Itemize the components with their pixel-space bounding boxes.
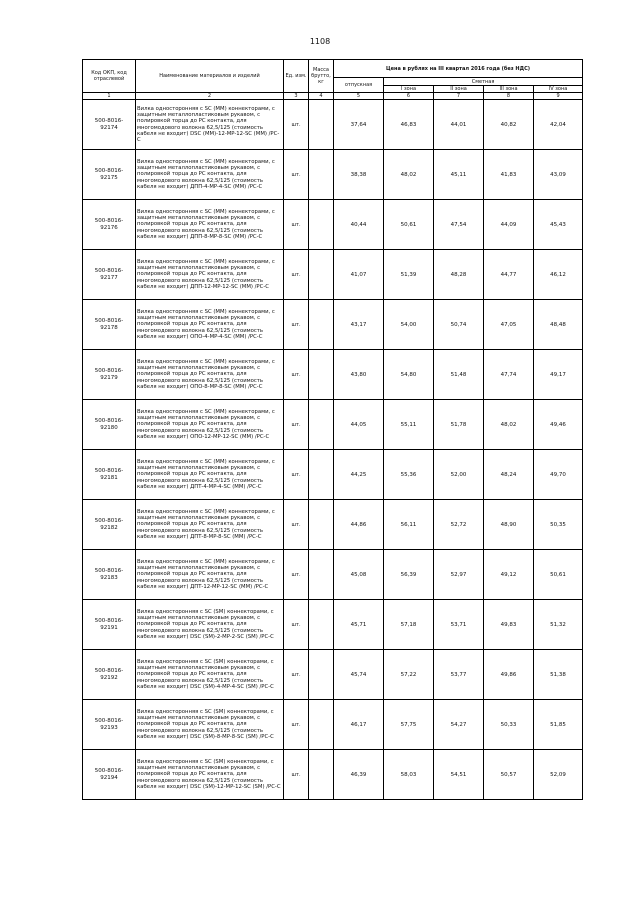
- item-name: Вилка односторонняя с SC (MM) коннекторами, с защитным металлопластиковым рукавом, с полировкой торца до PC контакта, для многомодового волокна 62,5/125 (стоимость кабеля не входит) ДПТ-4-MP-4-SC (MM) /PC-C: [136, 450, 284, 500]
- header-name: Наименование материалов и изделий: [136, 60, 284, 93]
- price-zone-4: 51,38: [534, 650, 583, 700]
- price-zone-3: 48,24: [484, 450, 534, 500]
- item-mass: [309, 500, 334, 550]
- item-unit: шт.: [284, 350, 309, 400]
- table-header: [83, 60, 583, 100]
- item-code: [83, 100, 136, 150]
- price-otpusknaya: 43,80: [334, 350, 384, 400]
- item-name: Вилка односторонняя с SC (MM) коннекторами, с защитным металлопластиковым рукавом, с полировкой торца до PC контакта, для многомодового волокна 62,5/125 (стоимость кабеля не входит) ДПТ-8-MP-8-SC (MM) /PC-C: [136, 500, 284, 550]
- price-zone-2: 51,78: [434, 400, 484, 450]
- column-number-row: [83, 93, 583, 100]
- price-otpusknaya: 45,74: [334, 650, 384, 700]
- item-code: [83, 200, 136, 250]
- price-zone-1: 58,03: [384, 750, 434, 800]
- item-code-prefix: 500-8016-: [94, 267, 124, 274]
- item-code-suffix: 92179: [100, 374, 118, 381]
- item-name: Вилка односторонняя с SC (MM) коннекторами, с защитным металлопластиковым рукавом, с полировкой торца до PC контакта, для многомодового волокна 62,5/125 (стоимость кабеля не входит) DSC (MM)-12-MP-12-SC (MM) /PC-C: [136, 100, 284, 150]
- price-zone-4: 51,85: [534, 700, 583, 750]
- item-name: Вилка односторонняя с SC (MM) коннекторами, с защитным металлопластиковым рукавом, с полировкой торца до PC контакта, для многомодового волокна 62,5/125 (стоимость кабеля не входит) ОПО-12-MP-12-SC (MM) /PC-C: [136, 400, 284, 450]
- item-mass: [309, 750, 334, 800]
- item-name: Вилка односторонняя с SC (MM) коннекторами, с защитным металлопластиковым рукавом, с полировкой торца до PC контакта, для многомодового волокна 62,5/125 (стоимость кабеля не входит) ДПП-12-MP-12-SC (MM) /PC-C: [136, 250, 284, 300]
- item-name: Вилка односторонняя с SC (SM) коннекторами, с защитным металлопластиковым рукавом, с полировкой торца до PC контакта, для многомодового волокна 62,5/125 (стоимость кабеля не входит) DSC (SM)-2-MP-2-SC (SM) /PC-C: [136, 600, 284, 650]
- item-mass: [309, 100, 334, 150]
- price-zone-2: 53,71: [434, 600, 484, 650]
- header-zone-2: II зона: [434, 86, 484, 93]
- price-zone-1: 57,22: [384, 650, 434, 700]
- price-zone-3: 48,90: [484, 500, 534, 550]
- column-number: 3: [284, 93, 309, 100]
- item-code-prefix: 500-8016-: [94, 417, 124, 424]
- header-unit: Ед. изм.: [284, 60, 309, 93]
- price-zone-3: 47,74: [484, 350, 534, 400]
- item-code-prefix: 500-8016-: [94, 117, 124, 124]
- item-code: [83, 400, 136, 450]
- price-zone-3: 49,83: [484, 600, 534, 650]
- item-code-suffix: 92175: [100, 174, 118, 181]
- header-zone-1: I зона: [384, 86, 434, 93]
- price-zone-4: 49,17: [534, 350, 583, 400]
- column-number: 5: [334, 93, 384, 100]
- item-name: Вилка односторонняя с SC (MM) коннекторами, с защитным металлопластиковым рукавом, с полировкой торца до PC контакта, для многомодового волокна 62,5/125 (стоимость кабеля не входит) ОПО-4-MP-4-SC (MM) /PC-C: [136, 300, 284, 350]
- price-zone-2: 52,72: [434, 500, 484, 550]
- item-code-suffix: 92174: [100, 124, 118, 131]
- column-number: 8: [484, 93, 534, 100]
- price-zone-2: 51,48: [434, 350, 484, 400]
- price-zone-2: 52,97: [434, 550, 484, 600]
- price-zone-4: 49,46: [534, 400, 583, 450]
- item-code: [83, 250, 136, 300]
- price-otpusknaya: 45,08: [334, 550, 384, 600]
- item-code-suffix: 92191: [100, 624, 118, 631]
- item-mass: [309, 450, 334, 500]
- item-mass: [309, 250, 334, 300]
- item-mass: [309, 700, 334, 750]
- header-zone-3: III зона: [484, 86, 534, 93]
- table-row: [83, 550, 583, 600]
- column-number: 7: [434, 93, 484, 100]
- price-zone-2: 53,77: [434, 650, 484, 700]
- item-code-suffix: 92182: [100, 524, 118, 531]
- table-row: [83, 750, 583, 800]
- item-unit: шт.: [284, 600, 309, 650]
- price-otpusknaya: 40,44: [334, 200, 384, 250]
- price-zone-4: 48,48: [534, 300, 583, 350]
- item-code-prefix: 500-8016-: [94, 617, 124, 624]
- price-zone-2: 54,51: [434, 750, 484, 800]
- price-zone-4: 50,61: [534, 550, 583, 600]
- price-otpusknaya: 44,86: [334, 500, 384, 550]
- column-number: 9: [534, 93, 583, 100]
- table-row: [83, 200, 583, 250]
- price-zone-1: 55,36: [384, 450, 434, 500]
- price-zone-1: 48,02: [384, 150, 434, 200]
- price-zone-3: 47,05: [484, 300, 534, 350]
- item-code-prefix: 500-8016-: [94, 367, 124, 374]
- price-zone-2: 50,74: [434, 300, 484, 350]
- table-row: [83, 700, 583, 750]
- price-zone-4: 42,04: [534, 100, 583, 150]
- item-code-suffix: 92176: [100, 224, 118, 231]
- item-code-prefix: 500-8016-: [94, 717, 124, 724]
- price-otpusknaya: 43,17: [334, 300, 384, 350]
- price-otpusknaya: 46,39: [334, 750, 384, 800]
- price-zone-2: 54,27: [434, 700, 484, 750]
- table-row: [83, 150, 583, 200]
- price-zone-2: 52,00: [434, 450, 484, 500]
- item-code: [83, 300, 136, 350]
- header-smetnaya: Сметная: [384, 78, 583, 86]
- item-mass: [309, 150, 334, 200]
- item-code: [83, 600, 136, 650]
- price-zone-1: 50,61: [384, 200, 434, 250]
- price-otpusknaya: 38,38: [334, 150, 384, 200]
- price-zone-1: 54,00: [384, 300, 434, 350]
- item-unit: шт.: [284, 700, 309, 750]
- price-zone-1: 54,80: [384, 350, 434, 400]
- item-name: Вилка односторонняя с SC (MM) коннекторами, с защитным металлопластиковым рукавом, с полировкой торца до PC контакта, для многомодового волокна 62,5/125 (стоимость кабеля не входит) ДПП-8-MP-8-SC (MM) /PC-C: [136, 200, 284, 250]
- price-zone-4: 49,70: [534, 450, 583, 500]
- item-name: Вилка односторонняя с SC (MM) коннекторами, с защитным металлопластиковым рукавом, с полировкой торца до PC контакта, для многомодового волокна 62,5/125 (стоимость кабеля не входит) ОПО-8-MP-8-SC (MM) /PC-C: [136, 350, 284, 400]
- price-otpusknaya: 41,07: [334, 250, 384, 300]
- item-mass: [309, 350, 334, 400]
- price-zone-1: 46,83: [384, 100, 434, 150]
- item-code: [83, 700, 136, 750]
- item-unit: шт.: [284, 400, 309, 450]
- price-otpusknaya: 44,05: [334, 400, 384, 450]
- item-code-prefix: 500-8016-: [94, 167, 124, 174]
- item-mass: [309, 600, 334, 650]
- price-zone-3: 44,09: [484, 200, 534, 250]
- item-code-prefix: 500-8016-: [94, 667, 124, 674]
- table-row: [83, 300, 583, 350]
- item-code: [83, 500, 136, 550]
- header-code: Код ОКП, код отраслевой: [83, 60, 136, 93]
- header-otpusknaya: отпускная: [334, 78, 384, 93]
- item-code-prefix: 500-8016-: [94, 517, 124, 524]
- table-row: [83, 650, 583, 700]
- item-unit: шт.: [284, 250, 309, 300]
- item-code-suffix: 92181: [100, 474, 118, 481]
- item-unit: шт.: [284, 150, 309, 200]
- price-zone-1: 55,11: [384, 400, 434, 450]
- price-zone-3: 49,86: [484, 650, 534, 700]
- item-code: [83, 350, 136, 400]
- column-number: 4: [309, 93, 334, 100]
- column-number: 2: [136, 93, 284, 100]
- column-number: 1: [83, 93, 136, 100]
- item-code-prefix: 500-8016-: [94, 567, 124, 574]
- column-number: 6: [384, 93, 434, 100]
- item-code-suffix: 92183: [100, 574, 118, 581]
- item-unit: шт.: [284, 200, 309, 250]
- header-zone-4: IV зона: [534, 86, 583, 93]
- item-mass: [309, 400, 334, 450]
- header-mass: Масса брутто, кг: [309, 60, 334, 93]
- item-code-suffix: 92192: [100, 674, 118, 681]
- price-zone-2: 44,01: [434, 100, 484, 150]
- price-zone-1: 57,75: [384, 700, 434, 750]
- table-row: [83, 350, 583, 400]
- price-zone-3: 40,82: [484, 100, 534, 150]
- item-unit: шт.: [284, 650, 309, 700]
- page-number: 1108: [309, 37, 331, 46]
- price-table: [82, 59, 583, 800]
- price-zone-4: 50,35: [534, 500, 583, 550]
- item-code-suffix: 92194: [100, 774, 118, 781]
- item-name: Вилка односторонняя с SC (SM) коннекторами, с защитным металлопластиковым рукавом, с полировкой торца до PC контакта, для многомодового волокна 62,5/125 (стоимость кабеля не входит) DSC (SM)-4-MP-4-SC (SM) /PC-C: [136, 650, 284, 700]
- price-zone-1: 56,11: [384, 500, 434, 550]
- price-zone-4: 43,09: [534, 150, 583, 200]
- item-unit: шт.: [284, 500, 309, 550]
- price-zone-3: 50,33: [484, 700, 534, 750]
- price-zone-4: 46,12: [534, 250, 583, 300]
- table-row: [83, 400, 583, 450]
- price-zone-3: 41,83: [484, 150, 534, 200]
- item-code: [83, 650, 136, 700]
- table-row: [83, 100, 583, 150]
- price-zone-2: 45,11: [434, 150, 484, 200]
- item-code: [83, 150, 136, 200]
- table-row: [83, 450, 583, 500]
- item-mass: [309, 650, 334, 700]
- item-code-prefix: 500-8016-: [94, 217, 124, 224]
- item-mass: [309, 550, 334, 600]
- price-zone-4: 52,09: [534, 750, 583, 800]
- item-unit: шт.: [284, 750, 309, 800]
- item-mass: [309, 200, 334, 250]
- item-code-prefix: 500-8016-: [94, 317, 124, 324]
- item-code-prefix: 500-8016-: [94, 767, 124, 774]
- price-otpusknaya: 46,17: [334, 700, 384, 750]
- item-code: [83, 450, 136, 500]
- item-unit: шт.: [284, 100, 309, 150]
- price-zone-3: 44,77: [484, 250, 534, 300]
- item-code-suffix: 92177: [100, 274, 118, 281]
- item-code-prefix: 500-8016-: [94, 467, 124, 474]
- item-name: Вилка односторонняя с SC (SM) коннекторами, с защитным металлопластиковым рукавом, с полировкой торца до PC контакта, для многомодового волокна 62,5/125 (стоимость кабеля не входит) DSC (SM)-8-MP-8-SC (SM) /PC-C: [136, 700, 284, 750]
- price-otpusknaya: 44,25: [334, 450, 384, 500]
- item-unit: шт.: [284, 450, 309, 500]
- item-name: Вилка односторонняя с SC (SM) коннекторами, с защитным металлопластиковым рукавом, с полировкой торца до PC контакта, для многомодового волокна 62,5/125 (стоимость кабеля не входит) DSC (SM)-12-MP-12-SC (SM) /PC-C: [136, 750, 284, 800]
- price-zone-1: 56,39: [384, 550, 434, 600]
- price-zone-4: 51,32: [534, 600, 583, 650]
- item-code-suffix: 92193: [100, 724, 118, 731]
- price-zone-2: 47,54: [434, 200, 484, 250]
- table-row: [83, 600, 583, 650]
- price-zone-4: 45,43: [534, 200, 583, 250]
- item-code-suffix: 92180: [100, 424, 118, 431]
- table-body: [83, 100, 583, 800]
- item-code-suffix: 92178: [100, 324, 118, 331]
- item-mass: [309, 300, 334, 350]
- item-unit: шт.: [284, 550, 309, 600]
- header-price-group: Цена в рублях на III квартал 2016 года (без НДС): [334, 60, 583, 78]
- price-zone-2: 48,28: [434, 250, 484, 300]
- price-zone-1: 51,39: [384, 250, 434, 300]
- price-zone-1: 57,18: [384, 600, 434, 650]
- item-name: Вилка односторонняя с SC (MM) коннекторами, с защитным металлопластиковым рукавом, с полировкой торца до PC контакта, для многомодового волокна 62,5/125 (стоимость кабеля не входит) ДПТ-12-MP-12-SC (MM) /PC-C: [136, 550, 284, 600]
- price-zone-3: 50,57: [484, 750, 534, 800]
- price-otpusknaya: 37,64: [334, 100, 384, 150]
- price-zone-3: 49,12: [484, 550, 534, 600]
- price-zone-3: 48,02: [484, 400, 534, 450]
- item-unit: шт.: [284, 300, 309, 350]
- item-name: Вилка односторонняя с SC (MM) коннекторами, с защитным металлопластиковым рукавом, с полировкой торца до PC контакта, для многомодового волокна 62,5/125 (стоимость кабеля не входит) ДПП-4-MP-4-SC (MM) /PC-C: [136, 150, 284, 200]
- table-row: [83, 500, 583, 550]
- price-otpusknaya: 45,71: [334, 600, 384, 650]
- item-code: [83, 750, 136, 800]
- table-row: [83, 250, 583, 300]
- item-code: [83, 550, 136, 600]
